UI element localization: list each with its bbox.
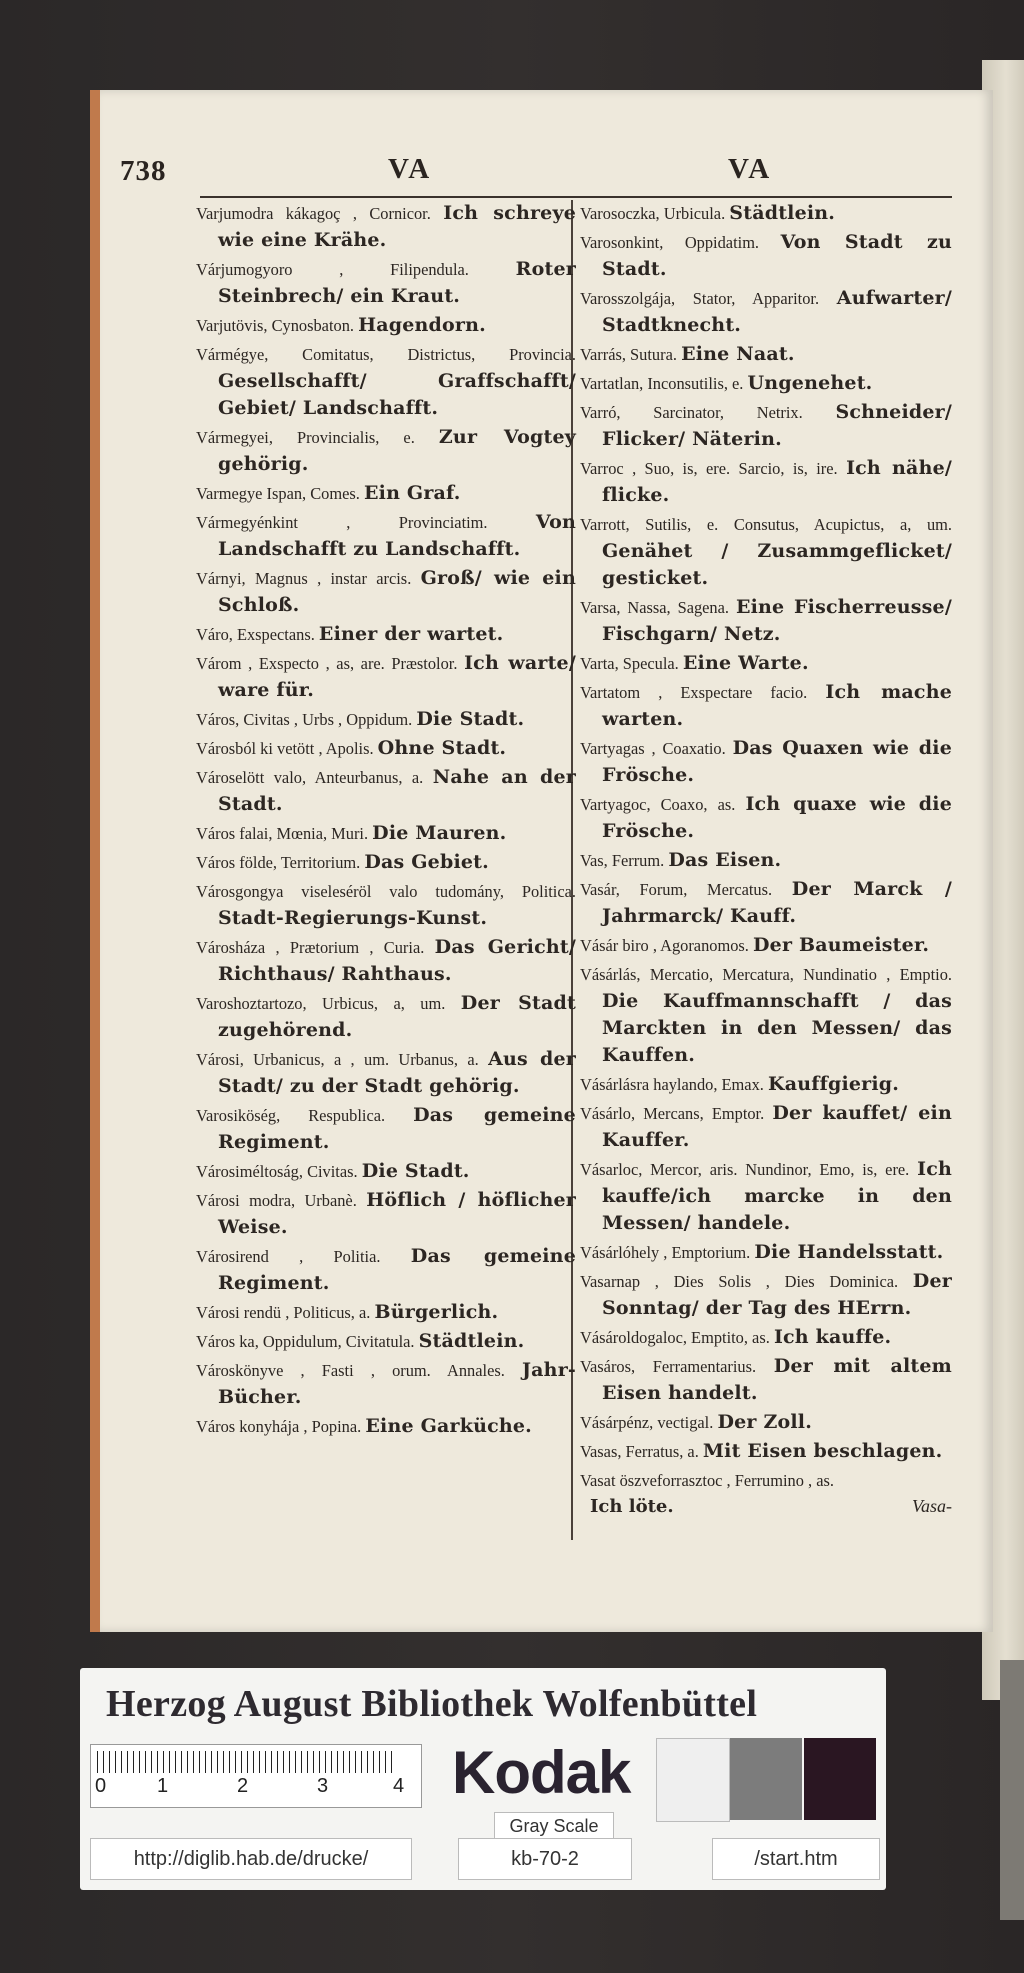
entry-headword: Vásárpénz, vectigal.	[580, 1413, 714, 1432]
dictionary-entry	[196, 1413, 576, 1440]
entry-headword: Város falai, Mœnia, Muri.	[196, 824, 369, 843]
ruler-label: 1	[157, 1775, 169, 1797]
page-number: 738	[120, 155, 167, 187]
dictionary-entry	[580, 1239, 952, 1266]
kodak-logo: Kodak	[452, 1739, 631, 1806]
dictionary-entry	[580, 1156, 952, 1237]
entry-german-gloss: Ich nähe/ flicke.	[602, 457, 953, 506]
entry-german-gloss: Der Baumeister.	[753, 934, 930, 956]
entry-headword: Vásároldogaloc, Emptito, as.	[580, 1328, 770, 1347]
entry-headword: Városgongya viseleséröl valo tudomány, Politica.	[196, 882, 576, 901]
dictionary-entry	[196, 341, 576, 422]
dictionary-entry	[580, 1324, 952, 1351]
entry-headword: Varosiköség, Respublica.	[196, 1106, 386, 1125]
entry-headword: Város ka, Oppidulum, Civitatula.	[196, 1332, 415, 1351]
ruler-label: 0	[95, 1775, 107, 1797]
entry-german-gloss: Der Zoll.	[717, 1411, 813, 1433]
entry-headword: Vas, Ferrum.	[580, 851, 665, 870]
entry-german-gloss: Gesellschafft/ Graffschafft/ Gebiet/ Landschafft.	[218, 370, 576, 419]
ruler-label: 2	[237, 1775, 249, 1797]
gray-swatch-mid	[730, 1738, 802, 1820]
dictionary-entry	[580, 1409, 952, 1436]
entry-headword: Város földe, Territorium.	[196, 853, 361, 872]
gray-scale-label: Gray Scale	[494, 1812, 614, 1840]
catchline	[580, 1496, 952, 1517]
dictionary-entry	[580, 1071, 952, 1098]
dictionary-entry	[196, 1187, 576, 1241]
dictionary-entry	[196, 1328, 576, 1355]
entry-german-gloss: Eine Warte.	[682, 652, 809, 674]
entry-headword: Varoshoztartozo, Urbicus, a, um.	[196, 994, 446, 1013]
facing-page-strip	[1000, 1660, 1024, 1920]
header-rule	[200, 196, 952, 198]
dictionary-entry	[196, 1299, 576, 1326]
dictionary-entry	[580, 1353, 952, 1407]
dictionary-entry	[196, 256, 576, 310]
entry-headword: Városi, Urbanicus, a , um. Urbanus, a.	[196, 1050, 479, 1069]
entry-german-gloss: Der Sonntag/ der Tag des HErrn.	[602, 1270, 952, 1319]
entry-german-gloss: Ich mache warten.	[602, 681, 952, 730]
entry-german-gloss: Ungenehet.	[747, 372, 873, 394]
library-title: Herzog August Bibliothek Wolfenbüttel	[106, 1683, 758, 1725]
entry-german-gloss: Von Landschafft zu Landschafft.	[218, 511, 576, 560]
dictionary-entry	[580, 229, 952, 283]
ruler-scale	[90, 1744, 422, 1808]
dictionary-entry	[580, 1100, 952, 1154]
dictionary-entry	[580, 285, 952, 339]
catchline-text: Ich löte.	[590, 1496, 674, 1517]
entry-headword: Vasat öszveforrasztoc , Ferrumino , as.	[580, 1471, 834, 1490]
entry-german-gloss: Ich kauffe.	[773, 1326, 892, 1348]
ruler-label: 3	[317, 1775, 329, 1797]
entry-headword: Vásár biro , Agoranomos.	[580, 936, 749, 955]
running-head-left: VA	[388, 153, 433, 185]
entry-headword: Vartyagoc, Coaxo, as.	[580, 795, 736, 814]
entry-german-gloss: Jahr-Bücher.	[218, 1359, 576, 1408]
dictionary-entry	[196, 706, 576, 733]
url-start: /start.htm	[712, 1838, 880, 1880]
url-base: http://diglib.hab.de/drucke/	[90, 1838, 412, 1880]
entry-german-gloss: Schneider/ Flicker/ Näterin.	[602, 401, 952, 450]
entry-german-gloss: Die Mauren.	[372, 822, 507, 844]
dictionary-entry	[196, 565, 576, 619]
dictionary-entry	[196, 990, 576, 1044]
dictionary-entry	[196, 1102, 576, 1156]
entry-german-gloss: Groß/ wie ein Schloß.	[218, 567, 576, 616]
entry-german-gloss: Hagendorn.	[358, 314, 486, 336]
dictionary-entry	[580, 961, 952, 1069]
dictionary-entry	[196, 820, 576, 847]
entry-german-gloss: Die Handelsstatt.	[754, 1241, 944, 1263]
entry-headword: Város konyhája , Popina.	[196, 1417, 362, 1436]
library-color-card	[80, 1668, 886, 1890]
entry-german-gloss: Der mit altem Eisen handelt.	[602, 1355, 952, 1404]
entry-german-gloss: Das Gericht/ Richthaus/ Rahthaus.	[218, 936, 576, 985]
dictionary-entry	[196, 480, 576, 507]
dictionary-entry	[580, 594, 952, 648]
entry-headword: Varjumodra kákagoç , Cornicor.	[196, 204, 431, 223]
entry-german-gloss: Die Kauffmannschafft / das Marckten in den Messen/ das Kauffen.	[602, 990, 952, 1066]
entry-headword: Varosoczka, Urbicula.	[580, 204, 726, 223]
entry-headword: Város, Civitas , Urbs , Oppidum.	[196, 710, 413, 729]
dictionary-entry	[580, 791, 952, 845]
dictionary-entry	[196, 735, 576, 762]
dictionary-entry	[580, 650, 952, 677]
entry-headword: Varsa, Nassa, Sagena.	[580, 598, 730, 617]
entry-german-gloss: Das Eisen.	[668, 849, 782, 871]
dictionary-entry	[196, 849, 576, 876]
entry-headword: Varrott, Sutilis, e. Consutus, Acupictus, a, um.	[580, 515, 952, 534]
entry-headword: Vartatom , Exspectare facio.	[580, 683, 808, 702]
dictionary-entry	[196, 764, 576, 818]
entry-german-gloss: Eine Naat.	[681, 343, 795, 365]
right-column	[580, 200, 952, 1517]
entry-headword: Városi rendü , Politicus, a.	[196, 1303, 371, 1322]
entry-headword: Vasáros, Ferramentarius.	[580, 1357, 757, 1376]
dictionary-entry	[580, 876, 952, 930]
entry-headword: Városháza , Prætorium , Curia.	[196, 938, 425, 957]
entry-headword: Városkönyve , Fasti , orum. Annales.	[196, 1361, 505, 1380]
dictionary-entry	[580, 399, 952, 453]
entry-headword: Vásárlásra haylando, Emax.	[580, 1075, 764, 1094]
entry-headword: Varroc , Suo, is, ere. Sarcio, is, ire.	[580, 459, 838, 478]
entry-headword: Városirend , Politia.	[196, 1247, 381, 1266]
dictionary-entry	[196, 1357, 576, 1411]
entry-headword: Varjutövis, Cynosbaton.	[196, 316, 354, 335]
catchword: Vasa-	[912, 1496, 952, 1516]
url-shelfmark: kb-70-2	[458, 1838, 632, 1880]
entry-headword: Vasarnap , Dies Solis , Dies Dominica.	[580, 1272, 899, 1291]
dictionary-entry	[196, 1046, 576, 1100]
entry-headword: Váro, Exspectans.	[196, 625, 315, 644]
entry-headword: Varosonkint, Oppidatim.	[580, 233, 760, 252]
dictionary-entry	[580, 370, 952, 397]
gray-swatch-dark	[804, 1738, 876, 1820]
dictionary-entry	[580, 1467, 952, 1494]
entry-german-gloss: Einer der wartet.	[318, 623, 504, 645]
entry-headword: Vásarloc, Mercor, aris. Nundinor, Emo, is, ere.	[580, 1160, 910, 1179]
entry-german-gloss: Städtlein.	[418, 1330, 525, 1352]
entry-headword: Várnyi, Magnus , instar arcis.	[196, 569, 412, 588]
entry-german-gloss: Zur Vogtey gehörig.	[218, 426, 576, 475]
ruler-label: 4	[393, 1775, 405, 1797]
dictionary-entry	[580, 1438, 952, 1465]
dictionary-entry	[196, 650, 576, 704]
dictionary-entry	[580, 932, 952, 959]
dictionary-entry	[196, 934, 576, 988]
dictionary-entry	[580, 200, 952, 227]
entry-headword: Vásárlóhely , Emptorium.	[580, 1243, 751, 1262]
entry-headword: Varró, Sarcinator, Netrix.	[580, 403, 803, 422]
entry-german-gloss: Der kauffet/ ein Kauffer.	[602, 1102, 952, 1151]
entry-headword: Vartyagas , Coaxatio.	[580, 739, 726, 758]
entry-german-gloss: Aus der Stadt/ zu der Stadt gehörig.	[218, 1048, 576, 1097]
entry-german-gloss: Ich kauffe/ich marcke in den Messen/ handele.	[602, 1158, 952, 1234]
entry-german-gloss: Ich quaxe wie die Frösche.	[602, 793, 952, 842]
entry-german-gloss: Aufwarter/ Stadtknecht.	[602, 287, 952, 336]
dictionary-entry	[196, 1158, 576, 1185]
dictionary-entry	[196, 312, 576, 339]
dictionary-entry	[196, 1243, 576, 1297]
ruler-ticks	[97, 1751, 397, 1773]
entry-headword: Vármégye, Comitatus, Districtus, Provincia.	[196, 345, 576, 364]
dictionary-entry	[580, 847, 952, 874]
entry-headword: Varosszolgája, Stator, Apparitor.	[580, 289, 820, 308]
entry-headword: Városelött valo, Anteurbanus, a.	[196, 768, 424, 787]
dictionary-entry	[196, 509, 576, 563]
entry-german-gloss: Die Stadt.	[361, 1160, 470, 1182]
running-head-right: VA	[728, 153, 773, 185]
entry-headword: Vasár, Forum, Mercatus.	[580, 880, 773, 899]
entry-german-gloss: Roter Steinbrech/ ein Kraut.	[218, 258, 576, 307]
dictionary-entry	[580, 679, 952, 733]
entry-german-gloss: Genähet / Zusammgeflicket/ gesticket.	[602, 540, 952, 589]
entry-german-gloss: Der Stadt zugehörend.	[218, 992, 576, 1041]
entry-german-gloss: Ein Graf.	[363, 482, 461, 504]
entry-german-gloss: Die Stadt.	[416, 708, 525, 730]
entry-german-gloss: Nahe an der Stadt.	[218, 766, 576, 815]
dictionary-entry	[580, 511, 952, 592]
dictionary-entry	[196, 621, 576, 648]
entry-german-gloss: Ich warte/ ware für.	[218, 652, 576, 701]
entry-headword: Városiméltoság, Civitas.	[196, 1162, 358, 1181]
entry-headword: Várom , Exspecto , as, are. Præstolor.	[196, 654, 458, 673]
entry-headword: Varta, Specula.	[580, 654, 679, 673]
entry-german-gloss: Das Quaxen wie die Frösche.	[602, 737, 952, 786]
entry-headword: Vármegyénkint , Provinciatim.	[196, 513, 488, 532]
entry-german-gloss: Das gemeine Regiment.	[218, 1104, 576, 1153]
left-column	[196, 200, 576, 1442]
entry-german-gloss: Bürgerlich.	[374, 1301, 499, 1323]
entry-headword: Vásárlo, Mercans, Emptor.	[580, 1104, 765, 1123]
dictionary-entry	[580, 1268, 952, 1322]
dictionary-entry	[580, 341, 952, 368]
entry-headword: Vartatlan, Inconsutilis, e.	[580, 374, 744, 393]
entry-headword: Varrás, Sutura.	[580, 345, 677, 364]
entry-headword: Vasas, Ferratus, a.	[580, 1442, 699, 1461]
entry-german-gloss: Das gemeine Regiment.	[218, 1245, 576, 1294]
entry-german-gloss: Kauffgierig.	[767, 1073, 900, 1095]
entry-headword: Vásárlás, Mercatio, Mercatura, Nundinatio , Emptio.	[580, 965, 952, 984]
gray-swatch-light	[656, 1738, 730, 1822]
entry-headword: Városból ki vetött , Apolis.	[196, 739, 374, 758]
dictionary-entry	[196, 424, 576, 478]
entry-german-gloss: Von Stadt zu Stadt.	[602, 231, 952, 280]
entry-german-gloss: Der Marck / Jahrmarck/ Kauff.	[602, 878, 952, 927]
entry-german-gloss: Ich schreye wie eine Krähe.	[218, 202, 576, 251]
entry-german-gloss: Eine Fischerreusse/ Fischgarn/ Netz.	[602, 596, 952, 645]
dictionary-entry	[196, 878, 576, 932]
dictionary-entry	[580, 455, 952, 509]
entry-headword: Vármegyei, Provincialis, e.	[196, 428, 415, 447]
entry-german-gloss: Höflich / höflicher Weise.	[218, 1189, 576, 1238]
entry-german-gloss: Das Gebiet.	[364, 851, 489, 873]
entry-headword: Várjumogyoro , Filipendula.	[196, 260, 469, 279]
entry-headword: Városi modra, Urbanè.	[196, 1191, 357, 1210]
entry-headword: Varmegye Ispan, Comes.	[196, 484, 360, 503]
dictionary-entry	[196, 200, 576, 254]
entry-german-gloss: Ohne Stadt.	[377, 737, 507, 759]
entry-german-gloss: Städtlein.	[729, 202, 836, 224]
entry-german-gloss: Eine Garküche.	[365, 1415, 532, 1437]
entry-german-gloss: Mit Eisen beschlagen.	[702, 1440, 943, 1462]
dictionary-entry	[580, 735, 952, 789]
entry-german-gloss: Stadt-Regierungs-Kunst.	[218, 907, 488, 929]
